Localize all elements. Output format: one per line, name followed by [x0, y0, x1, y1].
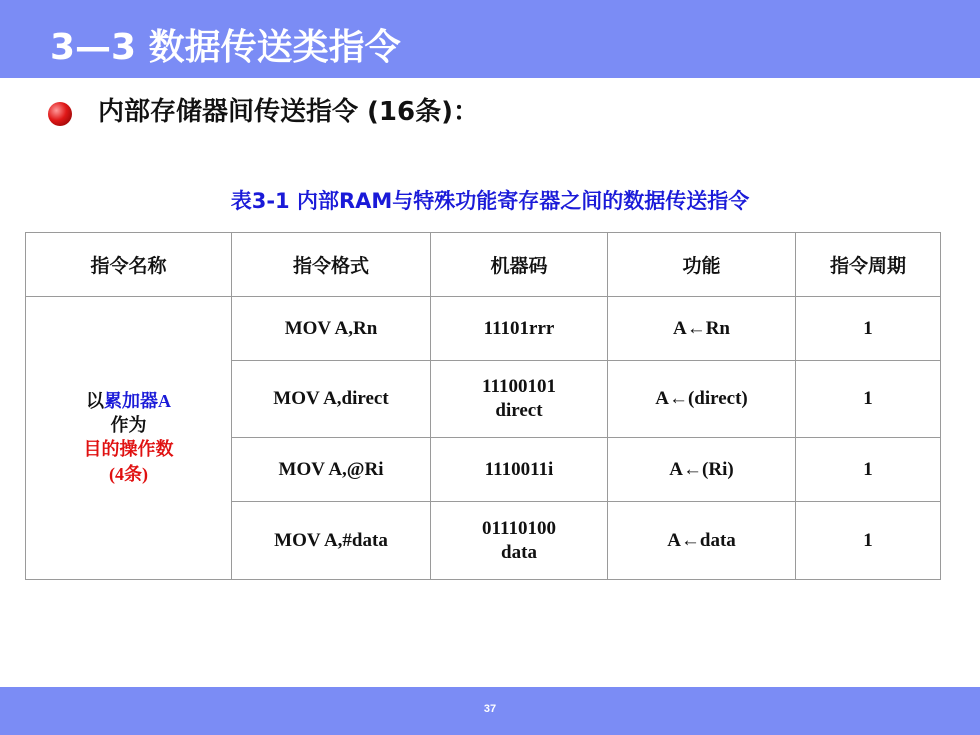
instruction-table	[25, 232, 941, 580]
table-header-row	[26, 233, 941, 297]
header-machine-code: 机器码	[431, 233, 608, 297]
header-cycles: 指令周期	[796, 233, 941, 297]
group-label-line4: (4条)	[109, 464, 148, 485]
machine-code-cell: 11100101 direct	[431, 361, 608, 438]
format-cell: MOV A,@Ri	[232, 438, 431, 502]
table-caption: 表3-1 内部RAM与特殊功能寄存器之间的数据传送指令	[230, 189, 750, 213]
header-instruction-format: 指令格式	[232, 233, 431, 297]
function-cell: A←(Ri)	[608, 438, 796, 502]
table-row	[26, 297, 941, 361]
cycles-cell: 1	[796, 502, 941, 580]
header-instruction-name: 指令名称	[26, 233, 232, 297]
format-cell: MOV A,#data	[232, 502, 431, 580]
section-subtitle: 内部存储器间传送指令 (16条)：	[98, 97, 479, 127]
slide-title: 3—3 数据传送类指令	[50, 27, 401, 68]
cycles-cell: 1	[796, 297, 941, 361]
cycles-cell: 1	[796, 438, 941, 502]
machine-code-cell: 1110011i	[431, 438, 608, 502]
group-label-line1: 以累加器A	[86, 391, 171, 412]
group-label-line2: 作为	[110, 415, 147, 436]
machine-code-cell: 11101rrr	[431, 297, 608, 361]
format-cell: MOV A,Rn	[232, 297, 431, 361]
format-cell: MOV A,direct	[232, 361, 431, 438]
machine-code-cell: 01110100 data	[431, 502, 608, 580]
page-number: 37	[483, 703, 497, 715]
group-label-cell	[26, 297, 232, 580]
function-cell: A←data	[608, 502, 796, 580]
group-label-line3: 目的操作数	[83, 439, 174, 460]
red-bullet-icon	[48, 102, 72, 126]
cycles-cell: 1	[796, 361, 941, 438]
function-cell: A←Rn	[608, 297, 796, 361]
function-cell: A←(direct)	[608, 361, 796, 438]
header-function: 功能	[608, 233, 796, 297]
